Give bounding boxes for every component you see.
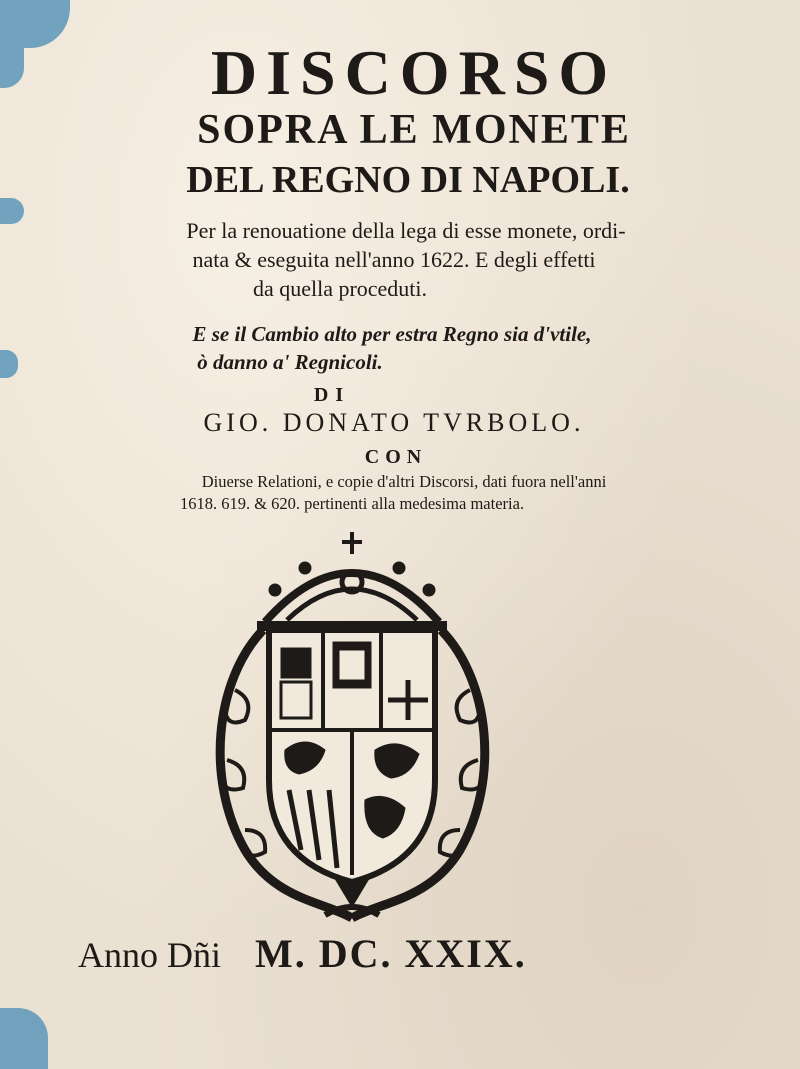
author-name: GIO. DONATO TVRBOLO. — [203, 408, 585, 437]
water-stain — [0, 1008, 48, 1069]
additions-line-1: Diuerse Relationi, e copie d'altri Discorsi, dati fuora nell'anni — [201, 472, 607, 491]
imprint-year: M. DC. XXIX. — [255, 931, 527, 976]
imprint — [78, 930, 527, 977]
question-line-2: ò danno a' Regnicoli. — [197, 350, 383, 374]
coat-of-arms-emblem — [205, 530, 500, 925]
shield-icon — [269, 630, 435, 882]
title-line-2: SOPRA LE MONETE — [197, 107, 631, 153]
crown-cross-icon — [342, 532, 362, 554]
subtitle-line-1: Per la renouatione della lega di esse monete, ordi- — [186, 218, 626, 243]
author-by: DI — [313, 384, 351, 406]
title-line-1: DISCORSO — [210, 37, 618, 108]
additions-line-2: 1618. 619. & 620. pertinenti alla medesima materia. — [179, 494, 525, 513]
question-line-1: E se il Cambio alto per estra Regno sia d'vtile, — [192, 322, 592, 346]
pendant-ornament-icon — [325, 882, 379, 915]
crown-icon — [257, 562, 447, 626]
title-line-3: DEL REGNO DI NAPOLI. — [186, 159, 630, 201]
imprint-anno: Anno Dñi — [78, 935, 221, 975]
subtitle-line-3: da quella proceduti. — [252, 276, 428, 301]
additions-con: CON — [364, 446, 428, 468]
subtitle-line-2: nata & eseguita nell'anno 1622. E degli effetti — [192, 247, 596, 272]
